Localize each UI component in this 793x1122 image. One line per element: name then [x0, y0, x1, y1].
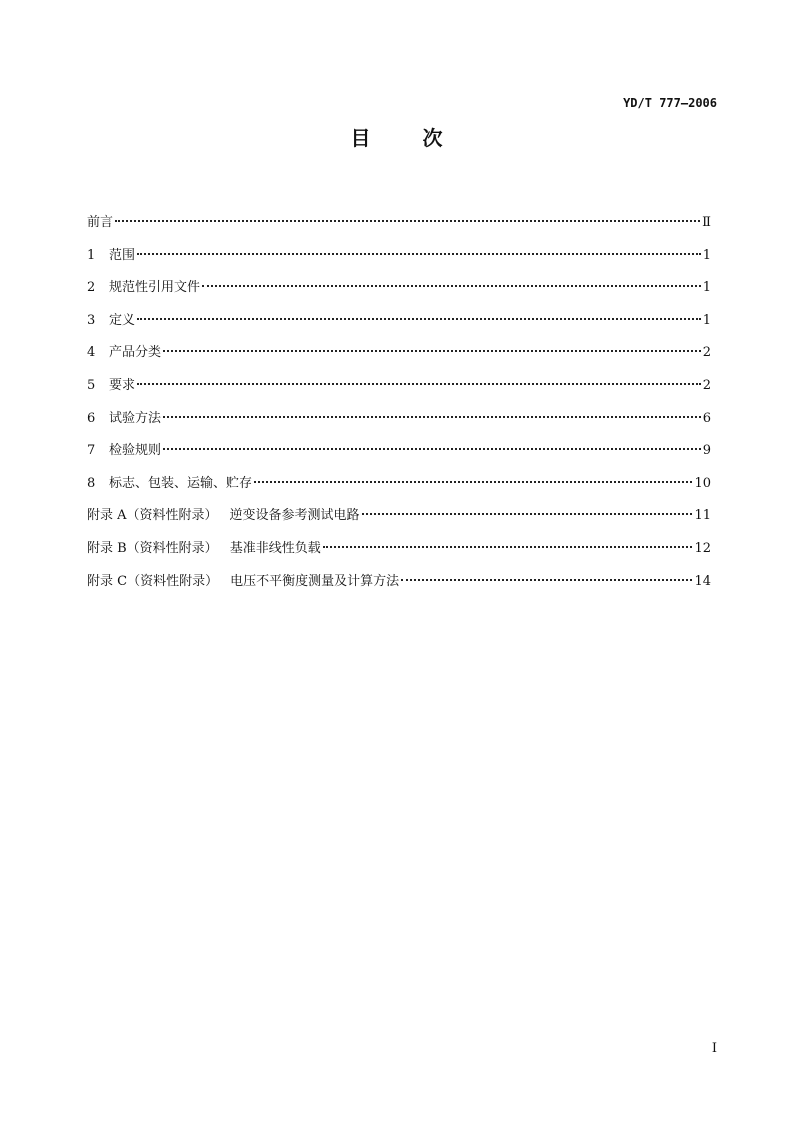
toc-entry-2[interactable]	[87, 278, 711, 311]
toc-entry-number: 1	[87, 247, 96, 263]
toc-entry-1[interactable]	[87, 246, 711, 279]
toc-entry-8[interactable]	[87, 474, 711, 507]
toc-entry-page: 9	[702, 443, 711, 459]
appendix-designation: 附录 B（资料性附录）	[87, 540, 218, 556]
appendix-designation: 附录 A（资料性附录）	[87, 508, 218, 524]
toc-entry-label	[87, 506, 360, 526]
toc-leader	[401, 579, 692, 581]
toc-entry-label: 定义	[109, 312, 136, 328]
toc-leader	[115, 220, 700, 222]
appendix-title: 电压不平衡度测量及计算方法	[230, 573, 400, 589]
toc-entry-appendix-a[interactable]	[87, 506, 711, 539]
appendix-designation: 附录 C（资料性附录）	[87, 573, 219, 589]
toc-entry-appendix-b[interactable]	[87, 539, 711, 572]
toc-entry-page: 10	[694, 475, 711, 491]
toc-leader	[202, 285, 701, 287]
toc-entry-6[interactable]	[87, 409, 711, 442]
toc-entry-page: Ⅱ	[702, 215, 711, 230]
toc-entry-label: 范围	[109, 247, 136, 263]
toc-entry-label: 检验规则	[109, 443, 162, 459]
toc-leader	[163, 416, 701, 418]
toc-leader	[137, 253, 701, 255]
toc-entry-label	[87, 572, 399, 592]
toc-entry-page: 1	[702, 280, 711, 296]
toc-entry-page: 11	[694, 508, 711, 524]
toc-entry-page: 2	[702, 377, 711, 393]
title-part-2: 次	[422, 126, 443, 150]
toc-entry-number: 6	[87, 410, 96, 426]
toc-entry-page: 1	[702, 247, 711, 263]
toc-entry-5[interactable]	[87, 376, 711, 409]
table-of-contents	[87, 213, 711, 604]
toc-entry-page: 2	[702, 345, 711, 361]
standard-code: YD/T 777—2006	[623, 96, 717, 110]
toc-leader	[163, 448, 701, 450]
toc-leader	[137, 383, 701, 385]
toc-entry-foreword[interactable]	[87, 213, 711, 246]
toc-entry-label: 产品分类	[109, 345, 162, 361]
toc-leader	[323, 546, 693, 548]
toc-entry-number: 5	[87, 377, 96, 393]
appendix-title: 逆变设备参考测试电路	[229, 508, 360, 524]
toc-entry-number: 2	[87, 280, 96, 296]
toc-leader	[254, 481, 692, 483]
page-title	[0, 122, 793, 151]
toc-entry-3[interactable]	[87, 311, 711, 344]
toc-entry-number: 7	[87, 443, 96, 459]
toc-leader	[362, 513, 693, 515]
toc-entry-label: 规范性引用文件	[109, 280, 201, 296]
toc-entry-label: 前言	[87, 215, 114, 230]
toc-entry-page: 14	[694, 573, 711, 589]
toc-entry-page: 1	[702, 312, 711, 328]
toc-entry-page: 12	[694, 540, 711, 556]
toc-entry-label: 试验方法	[109, 410, 162, 426]
toc-entry-label	[87, 539, 321, 559]
toc-entry-4[interactable]	[87, 343, 711, 376]
appendix-title: 基准非线性负载	[229, 540, 321, 556]
toc-entry-number: 8	[87, 475, 96, 491]
page-number: I	[711, 1041, 717, 1056]
toc-entry-number: 3	[87, 312, 96, 328]
toc-entry-7[interactable]	[87, 441, 711, 474]
toc-entry-label: 要求	[109, 377, 136, 393]
toc-leader	[163, 350, 701, 352]
toc-entry-number: 4	[87, 345, 96, 361]
toc-entry-appendix-c[interactable]	[87, 572, 711, 605]
toc-leader	[137, 318, 701, 320]
title-part-1: 目	[350, 126, 371, 150]
toc-entry-page: 6	[702, 410, 711, 426]
toc-entry-label: 标志、包装、运输、贮存	[109, 475, 253, 491]
